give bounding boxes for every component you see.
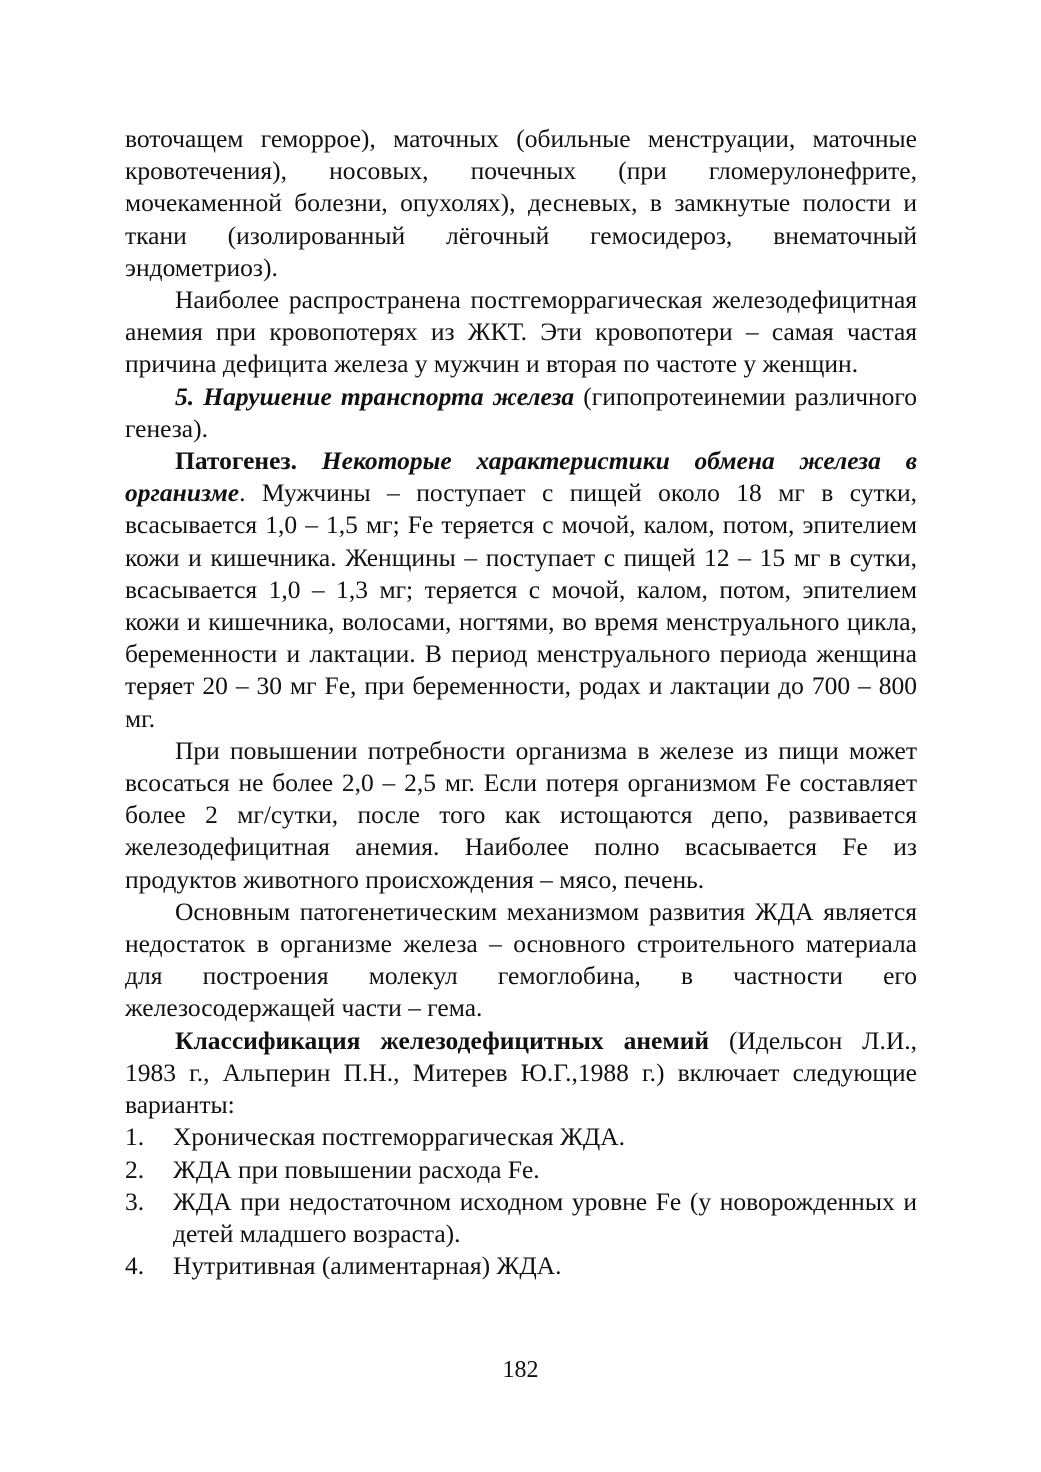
- list-item-number: 1.: [125, 1122, 145, 1152]
- paragraph-mechanism: Основным патогенетическим механизмом развития ЖДА является недостаток в организме железа – основного строительного материала для построения молекул гемоглобина, в частности его железосодержащей части – гема.: [125, 896, 917, 1023]
- paragraph-transport: [125, 381, 917, 445]
- classification-list: [125, 1121, 917, 1282]
- paragraph-classification: [125, 1025, 917, 1122]
- list-item: [125, 1186, 917, 1250]
- list-item: [125, 1154, 917, 1186]
- classification-heading: Классификация железодефицитных анемий: [175, 1025, 710, 1055]
- list-item: [125, 1250, 917, 1282]
- paragraph-absorption: При повышении потребности организма в железе из пищи может всосаться не более 2,0 – 2,5 мг. Если потеря организмом Fe составляет более 2 мг/сутки, после того как истощаются депо, развивается железодефицитная анемия. Наиболее полно всасывается Fe из продуктов животного происхождения – мясо, печень.: [125, 735, 917, 894]
- transport-text: (гипопротеинемии различного генеза).: [125, 381, 917, 443]
- page-number: 182: [502, 1357, 539, 1383]
- paragraph-posthemorrhagic: Наиболее распространена постгеморрагическая железодефицитная анемия при кровопотерях из ЖКТ. Эти кровопотери – самая частая причина дефицита железа у мужчин и вторая по частоте у женщин.: [125, 285, 917, 379]
- paragraph-bleeding-sources: воточащем геморрое), маточных (обильные менструации, маточные кровотечения), носовых, почечных (при гломерулонефрите, мочекаменной болезни, опухолях), десневых, в замкнутые полости и ткани (изолированный лёгочный гемосидероз, внематочный эндометриоз).: [125, 124, 917, 282]
- list-item-number: 4.: [125, 1251, 145, 1281]
- pathogenesis-label: Патогенез.: [175, 446, 298, 476]
- list-item-text: ЖДА при недостаточном исходном уровне Fe (у новорожденных и детей младшего возраста).: [173, 1186, 917, 1248]
- page-body: [125, 123, 917, 1282]
- list-item-text: ЖДА при повышении расхода Fe.: [173, 1154, 540, 1184]
- list-item-text: Нутритивная (алиментарная) ЖДА.: [173, 1251, 562, 1281]
- pathogenesis-text: . Мужчины – поступает с пищей около 18 мг в сутки, всасывается 1,0 – 1,5 мг; Fe теряется с мочой, калом, потом, эпителием кожи и кишечника. Женщины – поступает с пищей 12 – 15 мг в сутки, всасывается 1,0 – 1,3 мг; теряется с мочой, калом, потом, эпителием кожи и кишечника, волосами, ногтями, во время менструального цикла, беременности и лактации. В период менструального периода женщина теряет 20 – 30 мг Fe, при беременности, родах и лактации до 700 – 800 мг.: [125, 478, 917, 733]
- paragraph-pathogenesis: [125, 445, 917, 735]
- list-item-text: Хроническая постгеморрагическая ЖДА.: [173, 1122, 626, 1152]
- classification-text: (Идельсон Л.И., 1983 г., Альперин П.Н., Митерев Ю.Г.,1988 г.) включает следующие варианты:: [125, 1025, 917, 1120]
- list-item: [125, 1121, 917, 1153]
- list-item-number: 2.: [125, 1154, 145, 1184]
- transport-heading: 5. Нарушение транспорта железа: [175, 381, 575, 411]
- list-item-number: 3.: [125, 1186, 145, 1216]
- pathogenesis-heading: Некоторые характеристики обмена железа в организме: [125, 446, 918, 508]
